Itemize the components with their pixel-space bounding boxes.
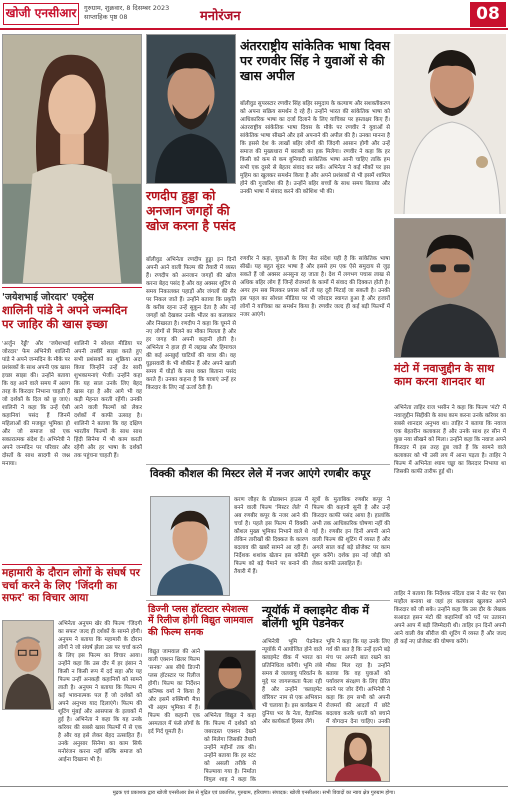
randeep-body: बॉलीवुड अभिनेता रणदीप हुड्डा इन दिनों अपनी आने वाली फिल्म की तैयारी में व्यस्त हैं। रणदीप को अनजान जगहों की खोज करना बेहद पसंद है और वह अक्सर शूटिंग से समय निकालकर पहाड़ों और जंगलों की सैर पर निकल जाते हैं। उन्होंने बताया कि प्रकृति के करीब रहना उन्हें सुकून देता है और नई जगहों को देखकर उनके भीतर का कलाकार और निखरता है। रणदीप ने कहा कि घूमने से नए लोगों से मिलने का मौका मिलता है और हर जगह की अपनी कहानी होती है। अभिनेता ने हाल ही में लद्दाख और हिमाचल की कई अनछुई घाटियों की यात्रा की। वह घुड़सवारी के भी शौकीन हैं और अपने खाली समय में घोड़ों के साथ वक्त बिताना पसंद करते हैं। उनका कहना है कि यात्राएं उन्हें हर किरदार के लिए नई ऊर्जा देती हैं। bbox=[146, 257, 236, 391]
hotstar-body-2: अभिनेता विद्युत ने कहा कि फिल्म में दर्शकों को जबरदस्त एक्शन देखने को मिलेगा जिसकी तैयारी उन्होंने महीनों तक की। उन्होंने बताया कि हर स्टंट को असली तरीके से फिल्माया गया है। निर्माता विपुल शाह ने कहा कि bbox=[204, 713, 256, 782]
climate-week-body: अभिनेत्री भूमि पेडनेकर न्यूयॉर्क में आयोजित होने वाले क्लाइमेट वीक में भारत का प्रतिनिधित्व करेंगी। भूमि लंबे समय से जलवायु परिवर्तन के मुद्दे पर जागरूकता फैला रही हैं और उन्होंने 'क्लाइमेट वॉरियर' नाम से एक अभियान भी चलाया है। इस कार्यक्रम में दुनिया भर के नेता, वैज्ञानिक और कार्यकर्ता हिस्सा लेंगे। bbox=[262, 639, 322, 725]
tahir-photo bbox=[394, 218, 506, 358]
vidyut-photo bbox=[204, 650, 256, 710]
shalini-photo bbox=[2, 34, 142, 284]
ranveer-photo bbox=[394, 34, 506, 214]
divider bbox=[2, 564, 142, 565]
masthead bbox=[0, 0, 508, 30]
newspaper-logo: खोजी एनसीआर bbox=[3, 3, 79, 25]
nawaz-body: अभिनेता ताहिर राज भसीन ने कहा कि फिल्म 'मंटो' में नवाजुद्दीन सिद्दीकी के साथ काम करना उनके करियर का सबसे शानदार अनुभव था। ताहिर ने बताया कि नवाज एक बेहतरीन कलाकार हैं और उनके साथ हर सीन में कुछ नया सीखने को मिला। उन्होंने कहा कि नवाज अपने किरदार में इस तरह डूब जाते हैं कि सामने वाले कलाकार को भी उसी लय में आना पड़ता है। ताहिर ने फिल्म में अभिनेता श्याम चड्ढा का किरदार निभाया था जिसकी काफी तारीफ हुई थी। bbox=[394, 405, 506, 475]
ranveer-headline: अंतरराष्ट्रीय सांकेतिक भाषा दिवस पर रणवीर सिंह ने युवाओं से की खास अपील bbox=[240, 38, 390, 83]
ranveer-body-2: रणवीर ने कहा, युवाओं के लिए मेरा संदेश यही है कि सांकेतिक भाषा सीखें। यह बहुत सुंदर भाषा है और इससे हम एक ऐसे समुदाय से जुड़ सकते हैं जो अक्सर अनसुना रह जाता है। देश में लगभग पचास लाख से अधिक बहिर लोग हैं जिन्हें रोजमर्रा के कामों में संवाद की दिक्कत होती है। अगर हम सब मिलकर प्रयास करें तो यह दूरी मिटाई जा सकती है। उनकी इस पहल का सोशल मीडिया पर भी जोरदार स्वागत हुआ है और हजारों लोगों ने याचिका का समर्थन किया है। रणवीर जल्द ही कई बड़ी फिल्मों में नजर आएंगे। bbox=[240, 256, 390, 318]
divider bbox=[2, 287, 142, 288]
section-title: मनोरंजन bbox=[200, 9, 241, 24]
dateline-date: गुरुग्राम, शुक्रवार, 8 दिसम्बर 2023 bbox=[84, 4, 170, 12]
hotstar-headline: डिज्नी प्लस हॉटस्टार स्पेशल्स में रिलीज होगी विद्युत जामवाल की फिल्म सनक bbox=[148, 604, 254, 638]
bhumi-photo bbox=[326, 726, 390, 782]
page-number: 08 bbox=[470, 2, 506, 27]
randeep-headline: रणदीप हुड्डा को अनजान जगहों की खोज करना है पसंद bbox=[146, 188, 236, 233]
divider bbox=[146, 464, 390, 465]
randeep-photo bbox=[146, 34, 236, 184]
ranveer-body: बॉलीवुड सुपरस्टार रणवीर सिंह बहिर समुदाय के कल्याण और सशक्तीकरण को अपना सक्रिय समर्थन दे रहे हैं। उन्होंने भारत की सांकेतिक भाषा को आधिकारिक भाषा का दर्जा दिलाने के लिए याचिका पर हस्ताक्षर किए हैं। अंतरराष्ट्रीय सांकेतिक भाषा दिवस के मौके पर रणवीर ने युवाओं से सांकेतिक भाषा सीखने और इसे अपनाने की अपील की है। उनका मानना है कि इससे देश के लाखों बहिर लोगों की जिंदगी आसान होगी और उन्हें समाज की मुख्यधारा में बराबरी का हक मिलेगा। रणवीर ने कहा कि हर किसी को कम से कम बुनियादी सांकेतिक भाषा आनी चाहिए ताकि हम सभी एक दूसरे से बेहतर संवाद कर सकें। अभिनेता ने कई मौकों पर इस मुहिम का खुलकर समर्थन किया है और अपने प्रशंसकों से भी इसमें शामिल होने की गुजारिश की है। उन्होंने बहिर बच्चों के साथ समय बिताया और उनकी भाषा में संवाद करने की कोशिश भी की। bbox=[240, 101, 390, 195]
hotstar-body: विद्युत जामवाल की आने वाली एक्शन थ्रिलर फिल्म 'सनक' अब सीधे डिज्नी प्लस हॉटस्टार पर रिलीज होगी। फिल्म का निर्देशन कनिष्क वर्मा ने किया है और इसमें रुक्मिणी मैत्रा भी अहम भूमिका में हैं। फिल्म की कहानी एक अस्पताल में फंसे लोगों के इर्द गिर्द घूमती है। bbox=[148, 649, 200, 735]
shalini-headline: शालिनी पांडे ने अपने जन्मदिन पर जाहिर की खास इच्छा bbox=[2, 303, 128, 331]
shalini-body: 'अर्जुन रेड्डी' और 'जयेशभाई जोरदार' फेम अभिनेत्री शालिनी पांडे ने अपने जन्मदिन के मौके पर प्रशंसकों के साथ अपनी एक खास इच्छा साझा की। उन्होंने बताया कि वह आने वाले समय में अलग तरह के किरदार निभाना चाहती हैं जो दर्शकों के दिल को छू जाएं। शालिनी ने कहा कि उन्हें ऐसी कहानियां पसंद हैं जिनमें महिलाओं की मजबूत भूमिका हो और जो समाज को एक सकारात्मक संदेश दें। अभिनेत्री ने अपने जन्मदिन पर परिवार और दोस्तों के साथ सादगी से जश्न मनाया। bbox=[2, 341, 70, 467]
anupam-headline: महामारी के दौरान लोगों के संघर्ष पर चर्चा करने के लिए 'जिंदगी का सफर' का विचार आया bbox=[2, 567, 140, 605]
ranbir-headline: विक्की कौशल की मिस्टर लेले में नजर आएंगे रणबीर कपूर bbox=[150, 468, 371, 480]
nawaz-headline: मंटो में नवाजुद्दीन के साथ काम करना शानदार था bbox=[394, 362, 495, 389]
dateline bbox=[84, 4, 169, 22]
nawaz-body-2: ताहिर ने बताया कि निर्देशक नंदिता दास ने सेट पर ऐसा माहौल बनाया था जहां हर कलाकार खुलकर अपने किरदार को जी सके। उन्होंने कहा कि उस दौर के लेखक सआदत हसन मंटो की कहानियों को पर्दे पर उतारना अपने आप में बड़ी जिम्मेदारी थी। ताहिर इन दिनों अपनी आने वाली वेब सीरीज की शूटिंग में व्यस्त हैं और जल्द ही कई नए प्रोजेक्ट की घोषणा करेंगे। bbox=[394, 591, 506, 645]
shalini-kicker: 'जयेशभाई जोरदार' एक्ट्रेस bbox=[2, 292, 94, 303]
dateline-info: साप्ताहिक पृष्ठ 08 bbox=[84, 13, 128, 21]
climate-week-headline: न्यूयॉर्क में क्लाइमेट वीक में बोलेंगी भूमि पेडनेकर bbox=[262, 604, 370, 631]
shalini-body-2: शालिनी ने सोशल मीडिया पर अपनी तस्वीरें साझा करते हुए सभी प्रशंसकों का शुक्रिया अदा किया जिन्होंने उन्हें ढेर सारी शुभकामनाएं भेजीं। उन्होंने कहा कि यह साल उनके लिए बेहद खास रहा है और आगे भी वह कड़ी मेहनत करती रहेंगी। उनकी आने वाली फिल्मों को लेकर दर्शकों में काफी उत्साह है। शालिनी ने बताया कि वह दक्षिण भारतीय फिल्मों के साथ साथ हिंदी सिनेमा में भी काम करती रहेंगी और हर भाषा के दर्शकों तक पहुंचना चाहती हैं। bbox=[74, 341, 142, 459]
ranbir-body: करण जौहर के प्रोडक्शन हाउस में बनने वाली फिल्म 'मिस्टर लेले' में अब रणबीर कपूर के नजर आने की चर्चा है। पहले इस फिल्म में विक्की कौशल मुख्य भूमिका निभाने वाले थे लेकिन तारीखों की दिक्कत के कारण बदलाव की खबरें सामने आ रही हैं। निर्देशक शशांक खेतान इस कॉमेडी फिल्म को बड़े पैमाने पर बनाने की तैयारी में हैं। bbox=[234, 497, 308, 575]
climate-week-body-2: भूमि ने कहा कि यह उनके लिए गर्व की बात है कि उन्हें इतने बड़े मंच पर अपनी बात रखने का मौका मिल रहा है। उन्होंने बताया कि वह युवाओं को पर्यावरण संरक्षण के लिए प्रेरित करने पर जोर देंगी। अभिनेत्री ने कहा कि हम सभी को अपनी रोजमर्रा की आदतों में छोटे बदलाव करके धरती को बचाने में योगदान देना चाहिए। उनकी bbox=[326, 639, 390, 724]
ranbir-body-2: सूत्रों के मुताबिक रणबीर कपूर ने फिल्म की कहानी सुनी है और उन्हें किरदार काफी पसंद आया है। हालांकि अभी तक आधिकारिक घोषणा नहीं की गई है। रणबीर इन दिनों अपनी आने वाली फिल्म की शूटिंग में व्यस्त हैं और अगले साल कई बड़े प्रोजेक्ट पर काम शुरू करेंगे। दर्शक इस नई जोड़ी को लेकर काफी उत्साहित हैं। bbox=[312, 497, 390, 567]
divider bbox=[146, 600, 390, 601]
anupam-photo bbox=[2, 620, 54, 710]
footer-imprint: मुद्रक एवं प्रकाशक द्वारा खोजी एनसीआर प्रेस से मुद्रित एवं प्रकाशित, गुरुग्राम, हरियाणा। संपादक: खोजी एनसीआर। सभी विवादों का न्याय क्षेत्र गुरुग्राम होगा। bbox=[0, 786, 508, 800]
ranbir-photo bbox=[150, 496, 230, 596]
anupam-body: अभिनेता अनुपम खेर की फिल्म 'जिंदगी का सफर' जल्द ही दर्शकों के सामने होगी। अनुपम ने बताया कि महामारी के दौरान लोगों ने जो संघर्ष झेला उस पर चर्चा करने के लिए इस फिल्म का विचार आया। उन्होंने कहा कि उस दौर में हर इंसान ने किसी न किसी रूप में दर्द सहा और यह फिल्म उन्हीं अनकही कहानियों को सामने लाती है। अनुपम ने बताया कि फिल्म में कई भावनात्मक पल हैं जो दर्शकों को अपने अनुभव याद दिलाएंगे। फिल्म की शूटिंग मुंबई और आसपास के इलाकों में हुई है। अभिनेता ने कहा कि यह उनके करियर की सबसे खास फिल्मों में से एक है और वह इसे लेकर बेहद उत्साहित हैं। उनके अनुसार सिनेमा का काम सिर्फ मनोरंजन करना नहीं बल्कि समाज को आईना दिखाना भी है। bbox=[58, 621, 142, 763]
